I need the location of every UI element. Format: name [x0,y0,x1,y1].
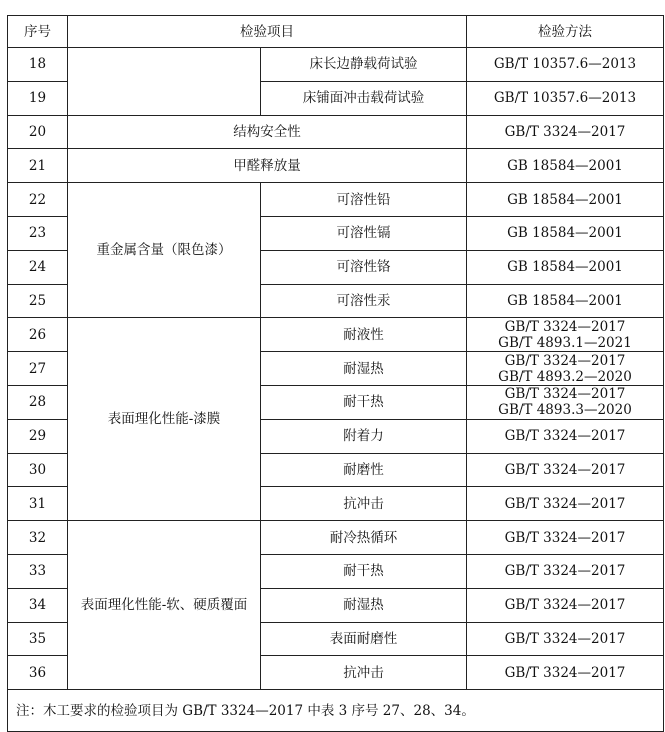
row-method: GB/T 10357.6—2013 [467,81,664,115]
row-number: 28 [8,385,68,419]
row-method: GB/T 3324—2017 [467,419,664,453]
row-subitem: 耐湿热 [261,352,467,386]
group-paint-film: 表面理化性能-漆膜 [68,318,261,521]
row-subitem: 抗冲击 [261,656,467,690]
row-item: 甲醛释放量 [68,149,467,183]
empty-category-cell [68,48,261,116]
table-row [8,183,664,217]
row-method: GB/T 3324—2017 [467,554,664,588]
row-number: 26 [8,318,68,352]
row-number: 35 [8,622,68,656]
row-subitem: 附着力 [261,419,467,453]
row-subitem: 表面耐磨性 [261,622,467,656]
row-subitem: 抗冲击 [261,487,467,521]
table-header-row [8,16,664,48]
row-subitem: 可溶性铬 [261,250,467,284]
row-method: GB/T 3324—2017 [467,487,664,521]
row-number: 30 [8,453,68,487]
row-method: GB 18584—2001 [467,284,664,318]
row-method: GB 18584—2001 [467,149,664,183]
table-row [8,48,664,82]
table-row [8,149,664,183]
inspection-table [7,15,664,732]
row-method: GB/T 3324—2017 [467,453,664,487]
row-number: 19 [8,81,68,115]
row-subitem: 耐磨性 [261,453,467,487]
row-method [467,385,664,419]
row-subitem: 可溶性铅 [261,183,467,217]
row-method: GB 18584—2001 [467,250,664,284]
method-line: GB/T 3324—2017 [504,386,626,403]
method-line: GB/T 4893.3—2020 [498,402,632,419]
note-row [8,690,664,732]
row-subitem: 可溶性汞 [261,284,467,318]
row-number: 22 [8,183,68,217]
row-method: GB 18584—2001 [467,216,664,250]
row-number: 33 [8,554,68,588]
row-method: GB/T 3324—2017 [467,622,664,656]
method-line: GB/T 3324—2017 [504,318,626,335]
row-number: 34 [8,588,68,622]
row-method: GB/T 3324—2017 [467,521,664,555]
header-seq: 序号 [8,16,68,48]
row-number: 29 [8,419,68,453]
row-item: 结构安全性 [68,115,467,149]
table-row [8,115,664,149]
row-number: 18 [8,48,68,82]
table-row [8,521,664,555]
header-method: 检验方法 [467,16,664,48]
group-soft-hard-surface: 表面理化性能-软、硬质覆面 [68,521,261,690]
table-note: 注：木工要求的检验项目为 GB/T 3324—2017 中表 3 序号 27、28、34。 [8,690,664,732]
row-number: 24 [8,250,68,284]
row-method: GB/T 3324—2017 [467,588,664,622]
row-subitem: 床铺面冲击载荷试验 [261,81,467,115]
row-subitem: 耐干热 [261,554,467,588]
method-line: GB/T 3324—2017 [504,352,626,369]
row-number: 32 [8,521,68,555]
method-line: GB/T 4893.1—2021 [498,334,632,351]
row-method [467,352,664,386]
row-subitem: 可溶性镉 [261,216,467,250]
row-subitem: 床长边静载荷试验 [261,48,467,82]
row-number: 20 [8,115,68,149]
row-subitem: 耐湿热 [261,588,467,622]
row-number: 21 [8,149,68,183]
method-line: GB/T 4893.2—2020 [498,368,632,385]
row-subitem: 耐冷热循环 [261,521,467,555]
row-number: 25 [8,284,68,318]
row-number: 36 [8,656,68,690]
row-method: GB/T 10357.6—2013 [467,48,664,82]
row-subitem: 耐干热 [261,385,467,419]
row-subitem: 耐液性 [261,318,467,352]
row-number: 23 [8,216,68,250]
row-number: 31 [8,487,68,521]
row-method: GB/T 3324—2017 [467,115,664,149]
row-method: GB/T 3324—2017 [467,656,664,690]
group-heavy-metal: 重金属含量（限色漆） [68,183,261,318]
header-item: 检验项目 [68,16,467,48]
row-number: 27 [8,352,68,386]
row-method: GB 18584—2001 [467,183,664,217]
table-row [8,318,664,352]
row-method [467,318,664,352]
